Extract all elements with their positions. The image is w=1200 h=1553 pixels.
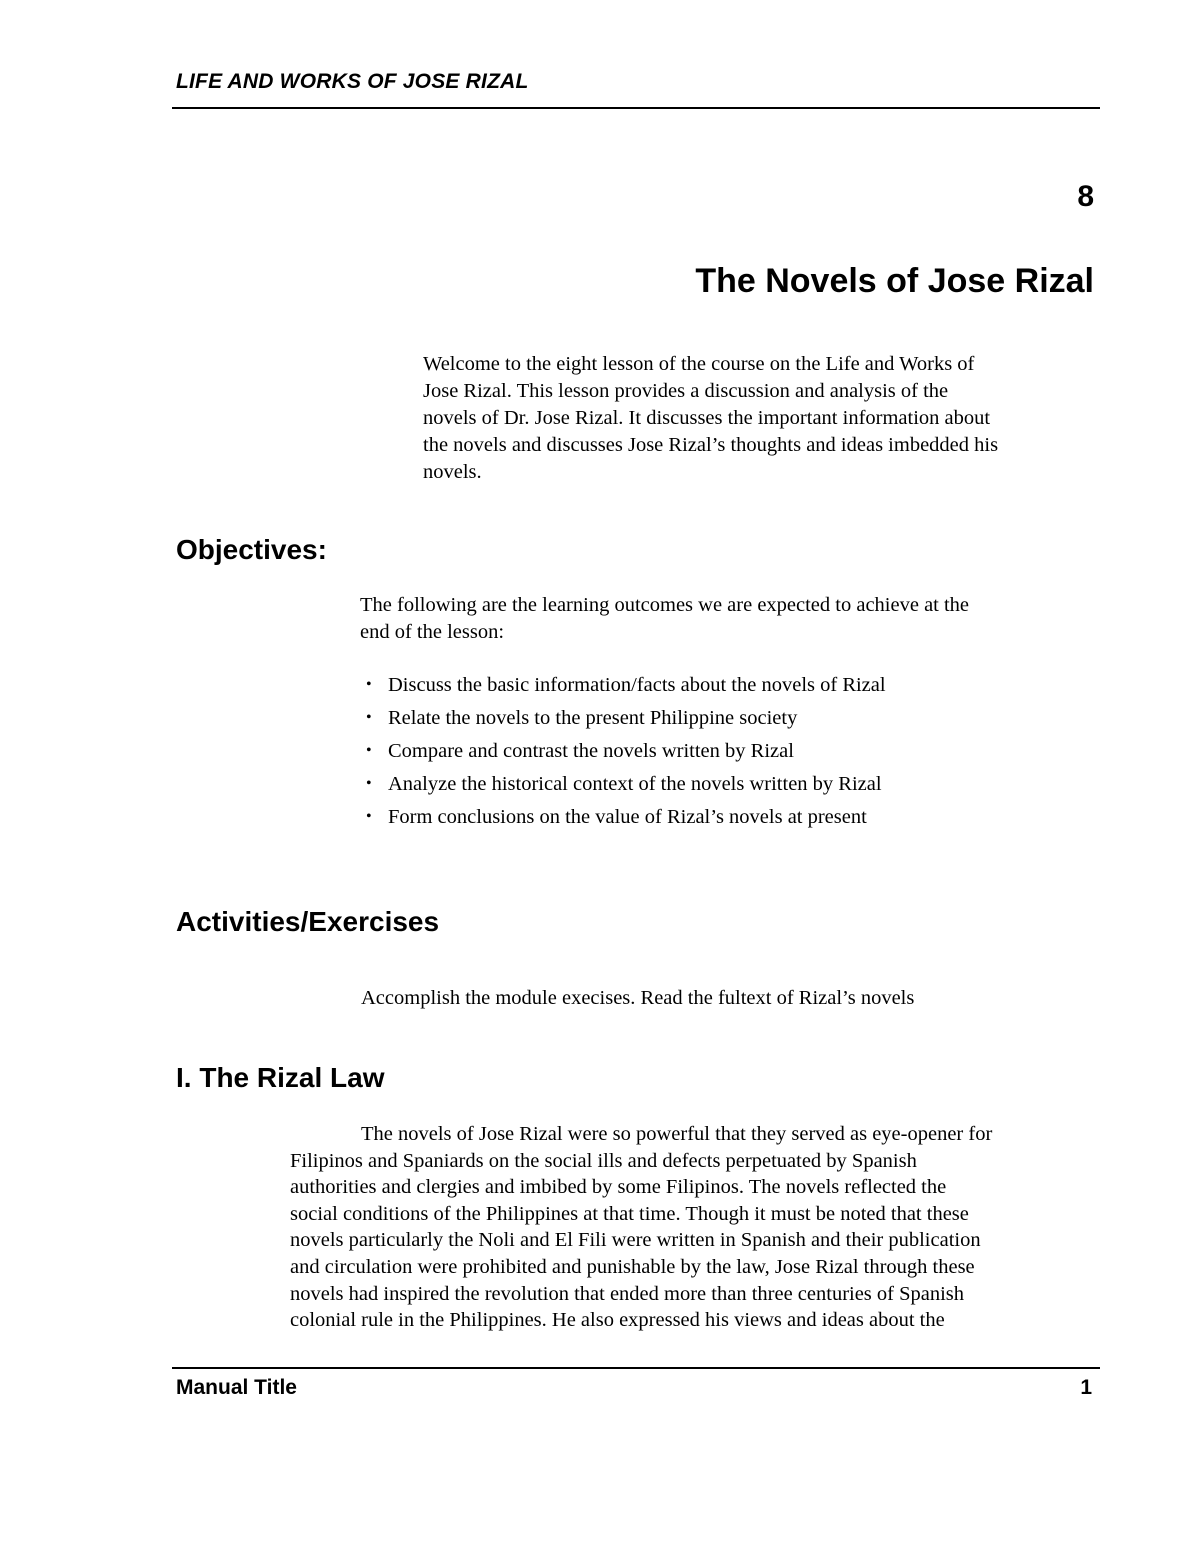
chapter-number: 8 <box>1077 180 1094 213</box>
bullet-icon: • <box>366 676 372 693</box>
objective-text: Compare and contrast the novels written by Rizal <box>388 740 794 762</box>
rizal-law-heading: I. The Rizal Law <box>176 1062 385 1093</box>
law-line: and circulation were prohibited and punishable by the law, Jose Rizal through these <box>290 1255 975 1278</box>
activities-heading: Activities/Exercises <box>176 906 440 937</box>
header-rule <box>172 107 1100 109</box>
activities-text: Accomplish the module execises. Read the fultext of Rizal’s novels <box>361 987 915 1009</box>
rizal-law-paragraph <box>290 1121 1090 1334</box>
bullet-icon: • <box>366 775 372 792</box>
running-header: LIFE AND WORKS OF JOSE RIZAL <box>176 70 529 93</box>
law-line: The novels of Jose Rizal were so powerful that they served as eye-opener for <box>361 1123 993 1145</box>
law-line: novels had inspired the revolution that ended more than three centuries of Spanish <box>290 1282 965 1305</box>
objectives-intro-line: end of the lesson: <box>360 621 505 643</box>
page-number: 1 <box>1080 1376 1092 1399</box>
objectives-list <box>366 671 886 836</box>
intro-line: novels. <box>423 461 482 483</box>
chapter-title: The Novels of Jose Rizal <box>695 262 1094 300</box>
objective-item <box>366 671 886 704</box>
objective-item <box>366 770 886 803</box>
law-line: Filipinos and Spaniards on the social ills and defects perpetuated by Spanish <box>290 1149 917 1172</box>
objectives-intro <box>360 592 1080 646</box>
intro-line: the novels and discusses Jose Rizal’s thoughts and ideas imbedded his <box>423 434 999 456</box>
intro-line: Welcome to the eight lesson of the course on the Life and Works of <box>423 353 975 375</box>
objective-text: Analyze the historical context of the novels written by Rizal <box>388 773 882 795</box>
law-line: authorities and clergies and imbibed by some Filipinos. The novels reflected the <box>290 1176 947 1199</box>
objective-text: Relate the novels to the present Philippine society <box>388 707 798 729</box>
intro-line: Jose Rizal. This lesson provides a discussion and analysis of the <box>423 380 949 402</box>
bullet-icon: • <box>366 808 372 825</box>
law-line: social conditions of the Philippines at that time. Though it must be noted that these <box>290 1202 969 1225</box>
bullet-icon: • <box>366 709 372 726</box>
objective-item <box>366 704 886 737</box>
objective-text: Form conclusions on the value of Rizal’s novels at present <box>388 806 867 828</box>
objectives-heading: Objectives: <box>176 534 327 565</box>
footer-manual-title: Manual Title <box>176 1376 297 1399</box>
objective-text: Discuss the basic information/facts about the novels of Rizal <box>388 674 886 696</box>
intro-line: novels of Dr. Jose Rizal. It discusses the important information about <box>423 407 991 429</box>
intro-paragraph <box>423 351 1103 486</box>
footer-rule <box>172 1367 1100 1369</box>
objective-item <box>366 803 886 836</box>
bullet-icon: • <box>366 742 372 759</box>
objectives-intro-line: The following are the learning outcomes we are expected to achieve at the <box>360 594 970 616</box>
law-line: novels particularly the Noli and El Fili were written in Spanish and their publication <box>290 1229 981 1252</box>
objective-item <box>366 737 886 770</box>
law-line: colonial rule in the Philippines. He also expressed his views and ideas about the <box>290 1309 945 1332</box>
